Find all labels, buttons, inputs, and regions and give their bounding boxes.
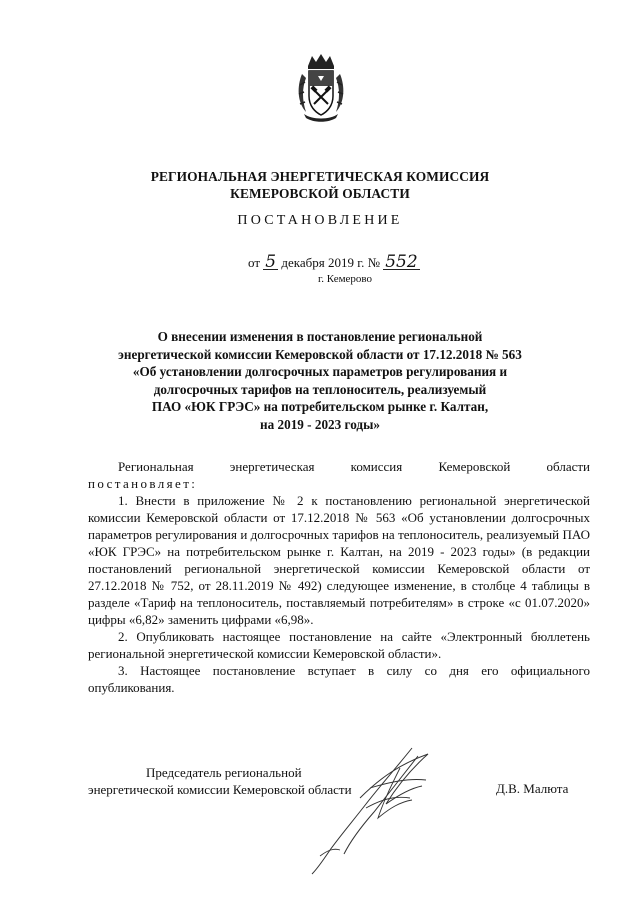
date-prefix: от <box>248 255 261 270</box>
title-line: ПАО «ЮК ГРЭС» на потребительском рынке г. Калтан, <box>151 399 489 414</box>
title-line: «Об установлении долгосрочных параметров регулирования и <box>132 364 508 379</box>
date-day: 5 <box>265 252 277 272</box>
document-title <box>100 328 540 433</box>
title-line: на 2019 - 2023 годы» <box>260 416 380 432</box>
document-body <box>88 458 590 696</box>
item-3-paragraph: 3. Настоящее постановление вступает в силу со дня его официального опубликования. <box>88 663 590 695</box>
signatory-name: Д.В. Малюта <box>496 781 569 796</box>
title-line: долгосрочных тарифов на теплоноситель, реализуемый <box>153 381 487 397</box>
item-1-paragraph: 1. Внести в приложение № 2 к постановлению региональной энергетической комиссии Кемеровской области от 17.12.2018 № 563 «Об установлении долгосрочных параметров регулирования и долгосрочных тарифов на теплоноситель, реализуемый ПАО «ЮК ГРЭС» на потребительском рынке г. Калтан, на 2019 - 2023 годы» (в редакции постановлений региональной энергетической комиссии Кемеровской области от 27.12.2018 № 752, от 28.11.2019 № 492) следующее изменение, в столбце 4 таблицы в разделе «Тариф на теплоноситель, поставляемый потребителям» в строке «с 01.07.2020» цифры «6,82» заменить цифрами «6,98». <box>88 493 590 627</box>
intro-paragraph: Региональная энергетическая комиссия Кемеровской области <box>118 459 590 474</box>
document-date-line <box>248 252 420 272</box>
item-2-paragraph: 2. Опубликовать настоящее постановление на сайте «Электронный бюллетень региональной энергетической комиссии Кемеровской области». <box>88 629 590 661</box>
signatory-position-line2: энергетической комиссии Кемеровской области <box>88 782 352 797</box>
title-line: О внесении изменения в постановление региональной <box>157 329 483 344</box>
document-type: ПОСТАНОВЛЕНИЕ <box>237 213 403 228</box>
intro-resolve-word: постановляет: <box>88 476 198 491</box>
document-number: 552 <box>385 252 418 272</box>
signatory-position-line1: Председатель региональной <box>146 765 302 780</box>
kemerovo-coat-of-arms-icon <box>296 52 346 124</box>
organization-name-line1: РЕГИОНАЛЬНАЯ ЭНЕРГЕТИЧЕСКАЯ КОМИССИЯ <box>150 169 490 184</box>
organization-name-line2: КЕМЕРОВСКОЙ ОБЛАСТИ <box>230 186 410 201</box>
date-month-year: декабря 2019 г. № <box>281 255 380 270</box>
organization-name <box>0 168 640 202</box>
document-city: г. Кемерово <box>318 273 373 285</box>
title-line: энергетической комиссии Кемеровской области от 17.12.2018 № 563 <box>118 346 522 362</box>
handwritten-signature-icon <box>300 738 470 878</box>
